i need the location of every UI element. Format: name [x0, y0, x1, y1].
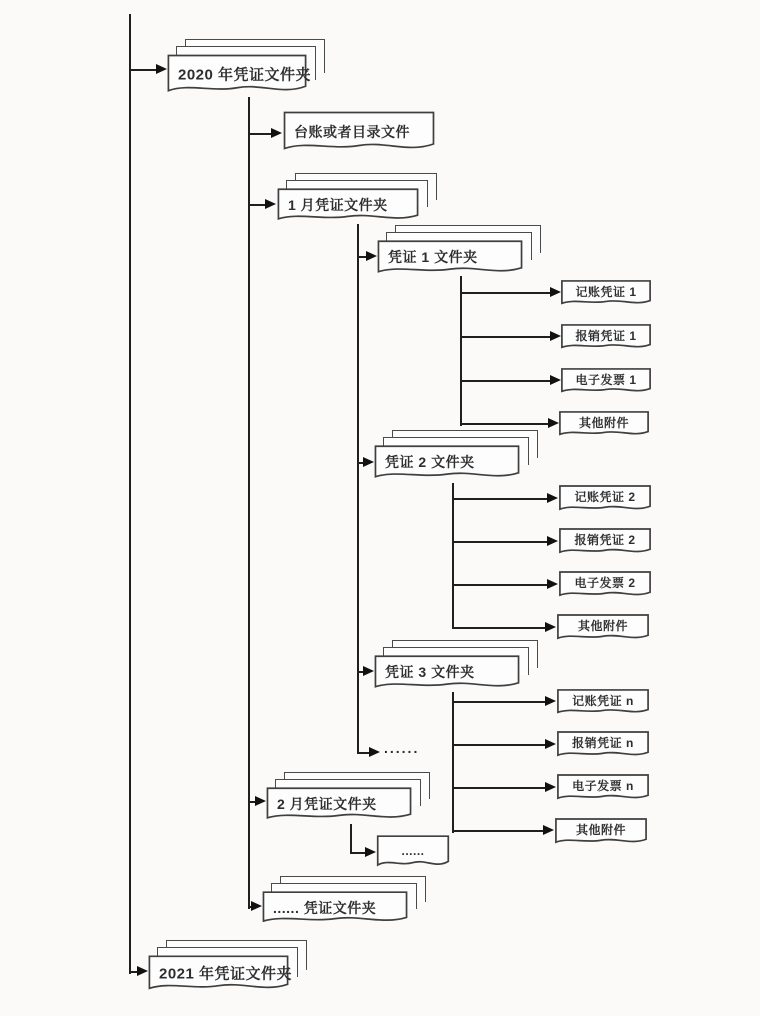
node-label: 其他附件: [578, 416, 629, 431]
connector-line: [350, 824, 352, 854]
node-other-attachments-1: [559, 411, 649, 439]
node-month-2-ellipsis: [377, 835, 449, 871]
connector-line: [129, 69, 158, 71]
node-label: 报销凭证 2: [574, 533, 636, 548]
node-invoice-n: [557, 774, 649, 803]
arrow-icon: [545, 696, 556, 706]
arrow-icon: [547, 579, 558, 589]
node-label: 凭证 2 文件夹: [385, 454, 475, 471]
arrow-icon: [255, 796, 266, 806]
connector-line: [460, 276, 462, 426]
node-label: 其他附件: [575, 823, 626, 838]
node-invoice-1: [561, 368, 651, 396]
node-reimburse-voucher-n: [557, 731, 649, 760]
ellipsis-more-vouchers: ......: [384, 740, 420, 756]
connector-line: [452, 498, 549, 500]
connector-line: [452, 744, 547, 746]
node-label: 电子发票 2: [574, 576, 636, 591]
arrow-icon: [547, 536, 558, 546]
arrow-icon: [550, 287, 561, 297]
node-label: 1 月凭证文件夹: [288, 197, 388, 214]
node-label: ......: [401, 843, 425, 858]
connector-line: [452, 787, 547, 789]
connector-line: [460, 380, 552, 382]
connector-line: [460, 292, 552, 294]
connector-line: [452, 483, 454, 629]
arrow-icon: [156, 64, 167, 74]
arrow-icon: [545, 782, 556, 792]
node-label: 台账或者目录文件: [294, 123, 410, 140]
node-year-2021-folder: [148, 955, 293, 995]
node-month-2-folder: [266, 787, 412, 824]
connector-line: [460, 336, 552, 338]
node-voucher-2-folder: [374, 445, 520, 483]
arrow-icon: [271, 128, 282, 138]
node-label: 其他附件: [577, 619, 628, 634]
node-label: 2021 年凭证文件夹: [159, 965, 293, 983]
arrow-icon: [265, 199, 276, 209]
node-reimburse-voucher-2: [559, 528, 651, 557]
arrow-icon: [548, 418, 559, 428]
node-other-attachments-2: [557, 614, 649, 643]
arrow-icon: [545, 622, 556, 632]
arrow-icon: [365, 847, 376, 857]
arrow-icon: [545, 739, 556, 749]
node-label: 2 月凭证文件夹: [277, 796, 377, 813]
arrow-icon: [363, 666, 374, 676]
connector-line: [452, 541, 549, 543]
arrow-icon: [550, 375, 561, 385]
arrow-icon: [550, 331, 561, 341]
node-label: ...... 凭证文件夹: [273, 899, 377, 916]
connector-line: [452, 701, 547, 703]
node-label: 凭证 1 文件夹: [388, 249, 478, 266]
node-voucher-3-folder: [374, 655, 520, 693]
node-label: 电子发票 n: [572, 779, 634, 794]
node-month-1-folder: [277, 188, 419, 225]
node-invoice-2: [559, 571, 651, 600]
node-label: 报销凭证 1: [575, 329, 637, 344]
connector-line: [452, 692, 454, 833]
connector-line: [248, 133, 273, 135]
trunk-line: [129, 14, 131, 974]
node-label: 报销凭证 n: [572, 736, 634, 751]
node-label: 2020 年凭证文件夹: [178, 66, 312, 84]
node-other-attachments-n: [555, 818, 647, 847]
arrow-icon: [543, 825, 554, 835]
node-more-months-folder: [262, 891, 408, 927]
connector-line: [460, 423, 550, 425]
connector-line: [452, 627, 547, 629]
connector-line: [452, 584, 549, 586]
connector-line: [248, 97, 250, 909]
node-label: 电子发票 1: [575, 373, 637, 388]
node-label: 记账凭证 n: [572, 694, 634, 709]
node-ledger-file: [283, 111, 435, 156]
node-reimburse-voucher-1: [561, 324, 651, 352]
arrow-icon: [547, 493, 558, 503]
node-label: 记账凭证 1: [575, 285, 637, 300]
node-year-2020-folder: [167, 54, 312, 98]
node-voucher-1-folder: [377, 240, 523, 278]
arrow-icon: [369, 747, 380, 757]
connector-line: [357, 224, 359, 754]
node-label: 凭证 3 文件夹: [385, 664, 475, 681]
arrow-icon: [251, 901, 262, 911]
connector-line: [452, 830, 545, 832]
node-label: 记账凭证 2: [574, 490, 636, 505]
node-record-voucher-2: [559, 485, 651, 514]
arrow-icon: [363, 457, 374, 467]
arrow-icon: [366, 251, 377, 261]
node-record-voucher-1: [561, 280, 651, 308]
arrow-icon: [137, 966, 148, 976]
node-record-voucher-n: [557, 689, 649, 717]
